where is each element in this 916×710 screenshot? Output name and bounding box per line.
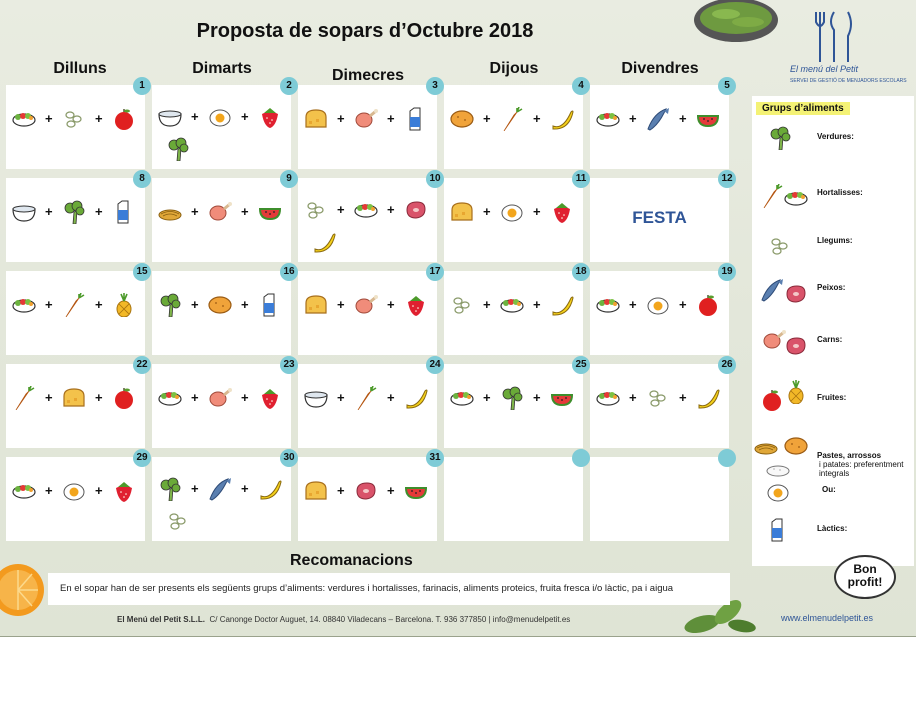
plus-sign: + <box>45 390 53 405</box>
day-cell <box>6 359 148 448</box>
day-number: 16 <box>280 263 298 281</box>
plus-sign: + <box>241 204 249 219</box>
plus-sign: + <box>629 297 637 312</box>
plus-sign: + <box>387 111 395 126</box>
ham-icon <box>762 328 786 352</box>
plus-sign: + <box>387 297 395 312</box>
ham-icon <box>354 107 378 131</box>
plus-sign: + <box>241 297 249 312</box>
watermelon-icon <box>404 479 428 503</box>
day-number: 18 <box>572 263 590 281</box>
legend-carns: Carns: <box>817 335 843 344</box>
bread-icon <box>304 107 328 131</box>
bon-profit-badge <box>834 555 896 599</box>
plus-sign: + <box>679 390 687 405</box>
day-number: 4 <box>572 77 590 95</box>
salad-icon <box>158 386 182 410</box>
day-cell <box>444 173 587 262</box>
strawberry-icon <box>258 105 282 129</box>
plus-sign: + <box>533 111 541 126</box>
meat-icon <box>784 282 808 306</box>
apple-icon <box>760 388 784 412</box>
recommendations-text: En el sopar han de ser presents els següents grups d’aliments: verdures i hortalisses, farinacis, aliments proteics, fruita fresca i/o làctic, pa i aigua <box>60 583 674 594</box>
plus-sign: + <box>95 297 103 312</box>
orange-slice-decoration <box>0 562 46 618</box>
day-cell <box>444 359 587 448</box>
plus-sign: + <box>533 204 541 219</box>
plus-sign: + <box>191 109 199 124</box>
strawberry-icon <box>550 200 574 224</box>
day-header-thursday: Dijous <box>489 60 539 77</box>
day-number: 10 <box>426 170 444 188</box>
plus-sign: + <box>679 297 687 312</box>
milk-icon <box>112 200 136 224</box>
peas-decoration <box>686 0 786 48</box>
plus-sign: + <box>45 111 53 126</box>
fish-icon <box>760 278 784 302</box>
day-cell <box>298 80 438 169</box>
legend-llegums: Llegums: <box>817 236 853 245</box>
plus-sign: + <box>45 297 53 312</box>
logo-name: El menú del Petit <box>790 64 859 74</box>
legend-peixos: Peixos: <box>817 283 846 292</box>
plus-sign: + <box>387 483 395 498</box>
day-cell <box>152 80 292 169</box>
potato-icon <box>784 434 808 458</box>
day-number: 9 <box>280 170 298 188</box>
day-cell <box>590 266 733 355</box>
day-number: 19 <box>718 263 736 281</box>
recommendations-box <box>48 573 730 605</box>
footer <box>117 615 570 624</box>
watermelon-icon <box>696 107 720 131</box>
apple-icon <box>112 107 136 131</box>
egg-icon <box>62 479 86 503</box>
bread-icon <box>304 293 328 317</box>
carrot-icon <box>500 107 524 131</box>
plus-sign: + <box>241 390 249 405</box>
legend-hortalisses: Hortalisses: <box>817 188 863 197</box>
holiday-label: FESTA <box>632 208 687 227</box>
carrot-icon <box>354 386 378 410</box>
day-header-wednesday: Dimecres <box>331 67 405 84</box>
day-cell <box>6 173 145 262</box>
plus-sign: + <box>95 390 103 405</box>
plus-sign: + <box>191 390 199 405</box>
legend-ou: Ou: <box>822 485 836 494</box>
plus-sign: + <box>387 202 395 217</box>
day-cell <box>152 173 292 262</box>
day-cell <box>590 359 733 448</box>
plus-sign: + <box>241 109 249 124</box>
legumes-icon <box>166 509 190 533</box>
day-number: 17 <box>426 263 444 281</box>
apple-icon <box>112 386 136 410</box>
day-number: 31 <box>426 449 444 467</box>
day-cell <box>590 80 730 169</box>
bowl-icon <box>12 200 36 224</box>
carrot-icon <box>62 293 86 317</box>
salad-icon <box>596 293 620 317</box>
plus-sign: + <box>45 483 53 498</box>
banana-icon <box>258 477 282 501</box>
egg-icon <box>500 200 524 224</box>
plus-sign: + <box>191 297 199 312</box>
meat-icon <box>784 334 808 358</box>
day-number: 11 <box>572 170 590 188</box>
legumes-icon <box>646 386 670 410</box>
day-number: 3 <box>426 77 444 95</box>
day-number <box>718 449 736 467</box>
fish-icon <box>208 477 232 501</box>
fish-icon <box>646 107 670 131</box>
legumes-icon <box>768 234 792 258</box>
salad-icon <box>12 479 36 503</box>
bread-icon <box>304 479 328 503</box>
egg-icon <box>208 105 232 129</box>
broccoli-icon <box>158 293 182 317</box>
day-cell <box>444 457 583 541</box>
day-header-tuesday: Dimarts <box>192 60 252 77</box>
plus-sign: + <box>191 481 199 496</box>
plus-sign: + <box>337 390 345 405</box>
salad-icon <box>12 107 36 131</box>
pasta-icon <box>754 434 778 458</box>
egg-icon <box>766 480 790 504</box>
meat-icon <box>354 479 378 503</box>
day-cell <box>444 80 584 169</box>
plus-sign: + <box>337 483 345 498</box>
plus-sign: + <box>191 204 199 219</box>
pineapple-icon <box>784 380 808 404</box>
watermelon-icon <box>258 200 282 224</box>
banana-icon <box>312 230 336 254</box>
banana-icon <box>550 107 574 131</box>
footer-company: El Menú del Petit S.L.L. <box>117 615 206 624</box>
strawberry-icon <box>404 293 428 317</box>
salad-icon <box>500 293 524 317</box>
plus-sign: + <box>337 111 345 126</box>
potato-icon <box>450 107 474 131</box>
apple-icon <box>696 293 720 317</box>
milk-icon <box>766 518 790 542</box>
legumes-icon <box>450 293 474 317</box>
egg-icon <box>646 293 670 317</box>
plus-sign: + <box>95 204 103 219</box>
bon-profit-line2: profit! <box>847 575 883 589</box>
broccoli-icon <box>768 126 792 150</box>
legumes-icon <box>304 198 328 222</box>
day-number: 25 <box>572 356 590 374</box>
ham-icon <box>208 200 232 224</box>
plus-sign: + <box>241 481 249 496</box>
plus-sign: + <box>679 111 687 126</box>
plus-sign: + <box>629 111 637 126</box>
day-number: 23 <box>280 356 298 374</box>
potato-icon <box>208 293 232 317</box>
salad-icon <box>450 386 474 410</box>
day-cell <box>590 457 729 541</box>
day-cell <box>590 173 733 262</box>
day-number: 12 <box>718 170 736 188</box>
salad-icon <box>12 293 36 317</box>
legend-verdures: Verdures: <box>817 132 854 141</box>
legend-lactics: Làctics: <box>817 524 848 533</box>
day-cell <box>6 80 145 169</box>
ham-icon <box>208 386 232 410</box>
watermelon-icon <box>550 386 574 410</box>
milk-icon <box>404 107 428 131</box>
day-number: 5 <box>718 77 736 95</box>
plus-sign: + <box>533 390 541 405</box>
banana-icon <box>696 386 720 410</box>
plus-sign: + <box>387 390 395 405</box>
day-number: 24 <box>426 356 444 374</box>
day-cell <box>152 452 295 541</box>
plus-sign: + <box>533 297 541 312</box>
day-number <box>572 449 590 467</box>
legend-pastes: Pastes, arrossos <box>817 451 882 460</box>
plus-sign: + <box>483 204 491 219</box>
day-cell <box>444 266 587 355</box>
plus-sign: + <box>483 297 491 312</box>
salad-icon <box>354 198 378 222</box>
bowl-icon <box>158 105 182 129</box>
page-title: Proposta de sopars d’Octubre 2018 <box>196 20 534 42</box>
bread-icon <box>62 386 86 410</box>
day-number: 8 <box>133 170 151 188</box>
broccoli-icon <box>158 477 182 501</box>
day-number: 22 <box>133 356 151 374</box>
day-number: 2 <box>280 77 298 95</box>
legend-heading: Grups d’aliments <box>756 102 850 115</box>
website-link[interactable]: www.elmenudelpetit.es <box>781 613 874 623</box>
day-cell <box>152 266 295 355</box>
day-cell <box>298 173 441 262</box>
day-cell <box>6 452 148 541</box>
day-cell <box>298 359 441 448</box>
day-cell <box>152 359 295 448</box>
salad-icon <box>596 107 620 131</box>
strawberry-icon <box>258 386 282 410</box>
plus-sign: + <box>483 390 491 405</box>
plus-sign: + <box>629 390 637 405</box>
pasta-icon <box>158 200 182 224</box>
strawberry-icon <box>112 479 136 503</box>
day-cell <box>298 452 441 541</box>
banana-icon <box>404 386 428 410</box>
plus-sign: + <box>95 111 103 126</box>
bowl-icon <box>304 386 328 410</box>
carrot-icon <box>12 386 36 410</box>
recommendations-title: Recomanacions <box>290 552 413 569</box>
banana-icon <box>550 293 574 317</box>
day-number: 15 <box>133 263 151 281</box>
day-header-monday: Dilluns <box>53 60 107 77</box>
day-number: 30 <box>280 449 298 467</box>
day-header-friday: Divendres <box>621 60 699 77</box>
meat-icon <box>404 198 428 222</box>
day-number: 1 <box>133 77 151 95</box>
plus-sign: + <box>483 111 491 126</box>
bread-icon <box>450 200 474 224</box>
broccoli-icon <box>166 137 190 161</box>
plus-sign: + <box>45 204 53 219</box>
ham-icon <box>354 293 378 317</box>
day-number: 29 <box>133 449 151 467</box>
day-number: 26 <box>718 356 736 374</box>
bon-profit-line1: Bon <box>853 562 877 576</box>
broccoli-icon <box>62 200 86 224</box>
salad-icon <box>596 386 620 410</box>
day-cell <box>298 266 441 355</box>
legumes-icon <box>62 107 86 131</box>
rice-icon <box>766 456 790 480</box>
salad-icon <box>784 186 808 210</box>
logo-tagline: SERVEI DE GESTIÓ DE MENJADORS ESCOLARS <box>790 78 907 84</box>
broccoli-icon <box>500 386 524 410</box>
legend-fruites: Fruites: <box>817 393 847 402</box>
plus-sign: + <box>95 483 103 498</box>
carrot-icon <box>760 184 784 208</box>
footer-address: C/ Canonge Doctor Auguet, 14. 08840 Viladecans – Barcelona. T. 936 377850 | info@menudelpetit.es <box>209 615 571 624</box>
plus-sign: + <box>337 202 345 217</box>
legend-patates: i patates: preferentment integrals <box>819 460 904 478</box>
pineapple-icon <box>112 293 136 317</box>
cutlery-logo-icon <box>812 8 862 64</box>
milk-icon <box>258 293 282 317</box>
day-cell <box>6 266 148 355</box>
plus-sign: + <box>337 297 345 312</box>
